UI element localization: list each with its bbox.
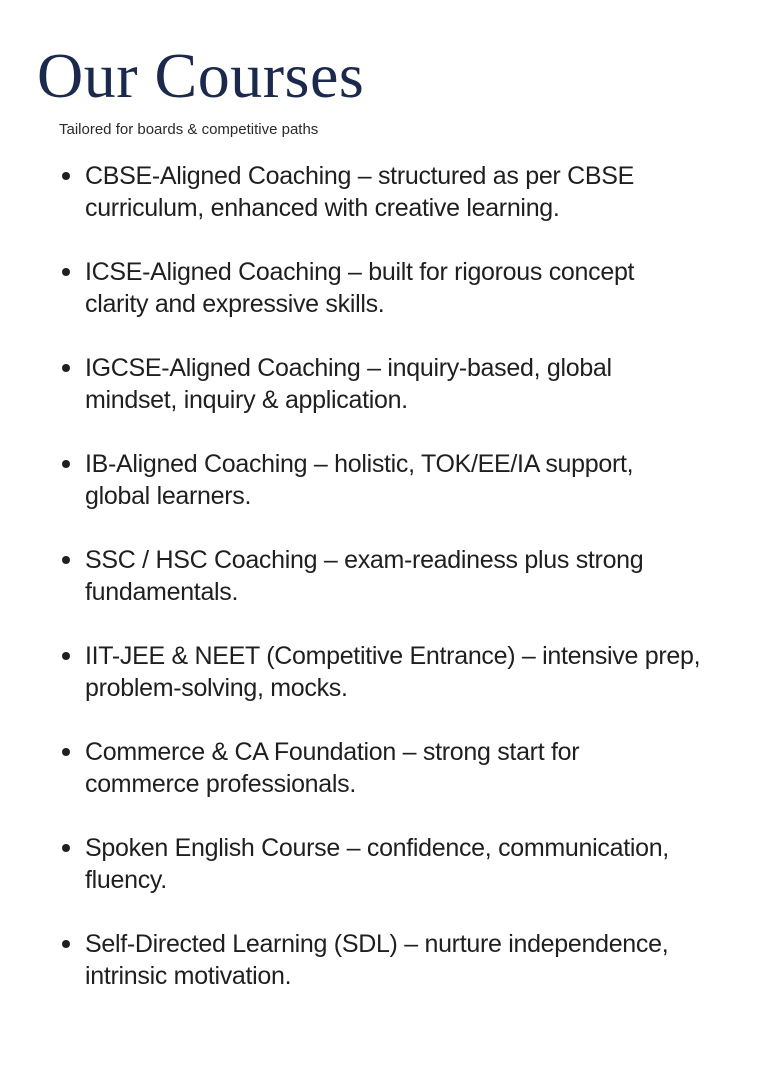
list-item-ib — [0, 448, 768, 512]
course-line-2: fundamentals. — [85, 578, 239, 606]
bullet-icon — [62, 268, 70, 276]
course-line-2: mindset, inquiry & application. — [85, 386, 408, 414]
course-line-1: IB-Aligned Coaching – holistic, TOK/EE/IA support, — [85, 450, 634, 478]
list-item-cbse — [0, 160, 768, 224]
bullet-icon — [62, 556, 70, 564]
bullet-icon — [62, 940, 70, 948]
course-list — [0, 160, 768, 1024]
bullet-icon — [62, 844, 70, 852]
list-item-commerce-ca — [0, 736, 768, 800]
course-line-1: Spoken English Course – confidence, communication, — [85, 834, 669, 862]
list-item-icse — [0, 256, 768, 320]
course-line-1: CBSE-Aligned Coaching – structured as per CBSE — [85, 162, 634, 190]
list-item-ssc-hsc — [0, 544, 768, 608]
bullet-icon — [62, 172, 70, 180]
course-line-1: SSC / HSC Coaching – exam-readiness plus strong — [85, 546, 644, 574]
course-line-1: Commerce & CA Foundation – strong start for — [85, 738, 580, 766]
course-line-2: intrinsic motivation. — [85, 962, 292, 990]
course-line-2: fluency. — [85, 866, 167, 894]
page-title: Our Courses — [37, 40, 365, 111]
course-line-1: IGCSE-Aligned Coaching – inquiry-based, global — [85, 354, 612, 382]
bullet-icon — [62, 460, 70, 468]
bullet-icon — [62, 652, 70, 660]
course-line-2: problem-solving, mocks. — [85, 674, 348, 702]
course-line-2: commerce professionals. — [85, 770, 356, 798]
list-item-iit-jee-neet — [0, 640, 768, 704]
course-line-1: Self-Directed Learning (SDL) – nurture independence, — [85, 930, 669, 958]
list-item-sdl — [0, 928, 768, 992]
bullet-icon — [62, 364, 70, 372]
course-line-2: clarity and expressive skills. — [85, 290, 385, 318]
list-item-igcse — [0, 352, 768, 416]
bullet-icon — [62, 748, 70, 756]
list-item-spoken-english — [0, 832, 768, 896]
course-line-1: IIT-JEE & NEET (Competitive Entrance) – intensive prep, — [85, 642, 701, 670]
course-line-2: global learners. — [85, 482, 252, 510]
page-subtitle: Tailored for boards & competitive paths — [59, 121, 319, 138]
course-line-2: curriculum, enhanced with creative learning. — [85, 194, 560, 222]
course-line-1: ICSE-Aligned Coaching – built for rigorous concept — [85, 258, 635, 286]
